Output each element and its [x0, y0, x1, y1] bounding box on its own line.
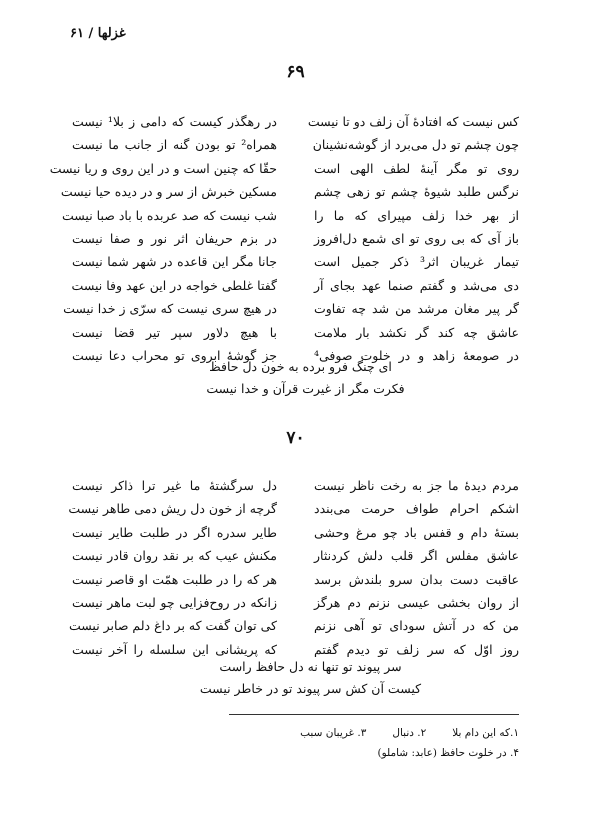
- footnote-4: ۴. در خلوت حافظ (عابد: شاملو): [377, 747, 519, 759]
- hemistich-second: کی توان گفت که بر داغ دلم صابر نیست: [69, 618, 277, 634]
- closing-line-1: سر پیوند تو تنها نه دل حافظ راست: [219, 659, 402, 674]
- hemistich-second: گفتا غلطی خواجه در این عهد وفا نیست: [71, 277, 277, 293]
- hemistich-first: مردم دیدهٔ ما جز به رخت ناظر نیست: [314, 478, 519, 493]
- ghazal-70-closing: [0, 656, 591, 700]
- hemistich-second: با هیچ دلاور سپر تیر قضا نیست: [72, 324, 277, 340]
- couplet: [72, 229, 519, 252]
- ghazal-70-couplets: [68, 476, 519, 663]
- couplet: [72, 112, 519, 135]
- hemistich-first: بستهٔ دام و قفس باد چو مرغ وحشی: [314, 524, 519, 540]
- hemistich-first: باز آی که بی روی تو ای شمع دل‌افروز: [314, 230, 519, 246]
- hemistich-second: شب نیست که صد عربده با باد صبا نیست: [62, 207, 277, 223]
- couplet: [72, 276, 519, 299]
- couplet: [68, 499, 519, 522]
- couplet: [63, 299, 519, 322]
- couplet: [49, 159, 519, 182]
- hemistich-first: کس نیست که افتادهٔ آن زلف دو تا نیست: [307, 114, 519, 129]
- hemistich-second: زانکه در روح‌فزایی چو لبت ماهر نیست: [72, 594, 277, 610]
- couplet: [72, 476, 519, 499]
- closing-line-1: ای چنگ فرو برده به خون دل حافظ: [209, 359, 392, 374]
- footnote-row: [219, 723, 519, 743]
- hemistich-second: جانا مگر این قاعده در شهر شما نیست: [72, 254, 277, 270]
- footnote-divider: [229, 714, 519, 715]
- hemistich-second: حقّا که چنین است و در این روی و ریا نیست: [49, 160, 277, 176]
- couplet: [60, 182, 519, 205]
- hemistich-first: در صومعهٔ زاهد و در خلوت صوفی⁴: [314, 347, 519, 363]
- couplet: [62, 206, 519, 229]
- hemistich-first: گر پیر مغان مرشد من شد چه تفاوت: [314, 301, 519, 317]
- closing-line-2: کیست آن کش سر پیوند تو در خاطر نیست: [199, 681, 422, 696]
- hemistich-second: هر که را در طلبت همّت او قاصر نیست: [72, 571, 277, 587]
- footnote-3: ۳. غریبان سبب: [300, 727, 367, 739]
- couplet: [72, 593, 519, 616]
- hemistich-second: در بزم حریفان اثر نور و صفا نیست: [72, 230, 277, 246]
- ghazal-69-closing: [0, 356, 591, 400]
- footnote-row: [219, 743, 519, 763]
- couplet: [72, 135, 519, 158]
- hemistich-first: نرگس طلبد شیوهٔ چشم تو زهی چشم: [314, 184, 519, 200]
- hemistich-first: من که در آتش سودای تو آهی نزنم: [314, 618, 519, 634]
- couplet: [72, 570, 519, 593]
- hemistich-second: که پریشانی این سلسله را آخر نیست: [72, 641, 277, 657]
- hemistich-first: عاشق مفلس اگر قلب دلش کردنثار: [314, 548, 519, 564]
- hemistich-second: مسکین خبرش از سر و در دیده حیا نیست: [60, 184, 277, 200]
- hemistich-second: طایر سدره اگر در طلبت طایر نیست: [72, 524, 277, 540]
- footnotes: [219, 723, 519, 763]
- hemistich-first: چون چشم تو دل می‌برد از گوشه‌نشینان: [312, 137, 519, 153]
- hemistich-first: روز اوّل که سر زلف تو دیدم گفتم: [314, 641, 519, 657]
- hemistich-second: در رهگذر کیست که دامی ز بلا¹ نیست: [72, 114, 277, 129]
- hemistich-second: گرچه از خون دل ریش دمی طاهر نیست: [68, 501, 277, 517]
- hemistich-first: عاقبت دست بدان سرو بلندش برسد: [314, 571, 519, 587]
- hemistich-second: جز گوشهٔ ابروی تو محراب دعا نیست: [72, 347, 277, 363]
- footnote-2: ۲. دنبال: [392, 727, 427, 739]
- couplet: [69, 616, 519, 639]
- hemistich-second: دل سرگشتهٔ ما غیر ترا ذاکر نیست: [72, 478, 277, 493]
- hemistich-first: اشکم احرام طواف حرمت می‌بندد: [314, 501, 519, 517]
- hemistich-first: تیمار غریبان اثر³ ذکر جمیل است: [314, 254, 519, 270]
- ghazal-69-number: ۶۹: [286, 62, 305, 82]
- couplet: [72, 546, 519, 569]
- hemistich-second: مکنش عیب که بر نقد روان قادر نیست: [72, 548, 277, 564]
- hemistich-first: دی می‌شد و گفتم صنما عهد بجای آر: [314, 277, 519, 293]
- running-header: غزلها / ۶۱: [70, 26, 126, 41]
- couplet: [72, 323, 519, 346]
- ghazal-69-couplets: [49, 112, 519, 369]
- hemistich-first: از روان بخشی عیسی نزنم دم هرگز: [314, 594, 519, 610]
- hemistich-first: روی تو مگر آینهٔ لطف الهی است: [314, 160, 519, 176]
- hemistich-first: عاشق چه کند گر نکشد بار ملامت: [314, 324, 519, 340]
- couplet: [72, 523, 519, 546]
- hemistich-second: در هیچ سری نیست که سرّی ز خدا نیست: [63, 301, 277, 317]
- footnote-1: ۱.که این دام بلا: [452, 727, 519, 739]
- closing-line-2: فکرت مگر از غیرت قرآن و خدا نیست: [206, 381, 405, 396]
- hemistich-second: همراه² تو بودن گنه از جانب ما نیست: [72, 137, 277, 153]
- hemistich-first: از بهر خدا زلف مپیرای که ما را: [314, 207, 519, 223]
- couplet: [72, 252, 519, 275]
- ghazal-70-number: ۷۰: [286, 428, 305, 448]
